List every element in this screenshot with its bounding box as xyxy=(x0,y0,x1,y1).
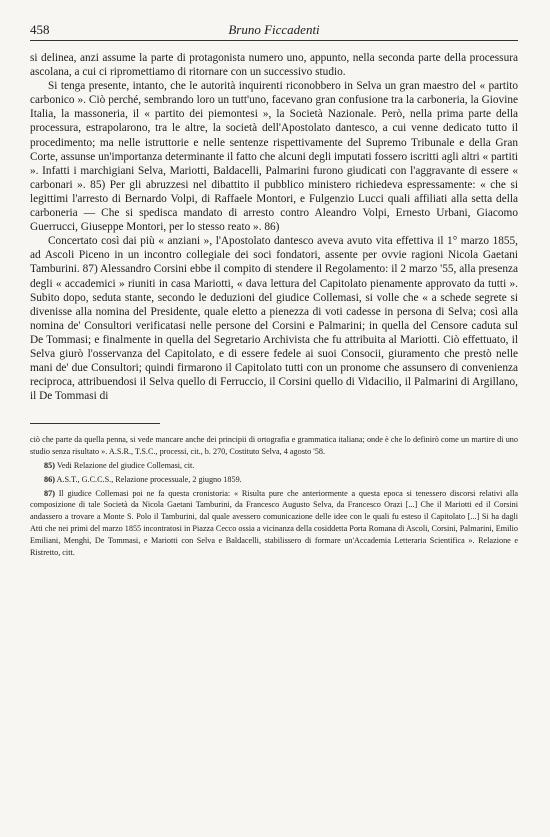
footnote-text: A.S.T., G.C.C.S., Relazione processuale, 2 giugno 1859. xyxy=(56,474,242,484)
footnote-text: Vedi Relazione del giudice Collemasi, cit. xyxy=(56,460,195,470)
footnote xyxy=(30,460,518,472)
page-number: 458 xyxy=(30,22,50,37)
footnotes xyxy=(30,434,518,558)
footnote-number: 86) xyxy=(44,474,55,484)
footnote-number: 87) xyxy=(44,488,55,498)
body-paragraph: si delinea, anzi assume la parte di protagonista numero uno, appunto, nella seconda parte della processura ascolana, a cui ci ripromettiamo di ritornare con un successivo studio. xyxy=(30,52,518,79)
footnote xyxy=(30,488,518,559)
page-header xyxy=(30,10,518,41)
footnote xyxy=(30,474,518,486)
body-paragraph: Concertato così dai più « anziani », l'Apostolato dantesco aveva avuto vita effettiva il 1° marzo 1855, ad Ascoli Piceno in un incontro collegiale dei soci fondatori, assente per ovvie ragioni Nicola Gaetani Tamburini. 87) Alessandro Corsini ebbe il compito di stendere il Regolamento: il 2 marzo '55, alla presenza degli « accademici » riuniti in casa Mariotti, « dava lettura del Capitolato pienamente approvato da tutti ». Subito dopo, seduta stante, secondo le deduzioni del giudice Collemasi, si volle che « a schede segrete si divenisse alla nomina del Presidente, quale eletto a pienezza di voti cadesse in persona di Selva; così alla nomina de' Consultori verificatasi nelle persone del Corsini e Palmarini; in quella del Censore caduta sul De Tommasi; e finalmente in quella del Segretario Archivista che fu attribuita al Mariotti. Ciò effettuato, il Selva giurò l'osservanza del Capitolato, e di essere fedele ai suoi Consocii, giuramento che prestò nelle mani de' due Consultori; quindi firmarono il Capitolato tutti con un pronome che assunsero di convenienza reciproca, attribuendosi il Selva quello di Ferruccio, il Corsini quello di Vidacilio, il Palmarini di Argillano, il De Tommasi di xyxy=(30,235,518,403)
body-paragraph: Si tenga presente, intanto, che le autorità inquirenti riconobbero in Selva un gran maestro del « partito carbonico ». Ciò perché, sembrando loro un tutt'uno, facevano gran confusione tra la carboneria, la Giovine Italia, la massoneria, il « partito dei piemontesi », la Società Nazionale. Però, nella prima parte della processura, estrapolarono, tra le altre, la società dell'Apostolato dantesco, a cui venne dedicato tutto il procedimento; ma nelle istruttorie e nelle sentenze rispettivamente del Supremo Tribunale e della Gran Corte, assunse un'importanza determinante il fatto che alcuni degli imputati fossero iscritti agli altri « partiti ». Infatti i marchigiani Selva, Mariotti, Baldacelli, Palmarini furono giudicati con l'aggravante di essere « carbonari ». 85) Per gli abruzzesi nel dibattito il pubblico ministero richiedeva espressamente: « che si legittimi l'arresto di Bernardo Volpi, di Raffaele Montori, e Fulgenzio Lucci quali affiliati alla setta della carboneria — Che si spedisca mandato di arresto contro Aleandro Volpi, Ernesto Urbani, Giacomo Guerrucci, Giuseppe Montori, per lo stesso reato ». 86) xyxy=(30,80,518,234)
body-text xyxy=(30,51,518,403)
footnote-separator xyxy=(30,423,160,424)
running-head: Bruno Ficcadenti xyxy=(228,22,320,37)
footnote-number: 85) xyxy=(44,460,55,470)
footnote-text: Il giudice Collemasi poi ne fa questa cronistoria: « Risulta pure che anteriormente a questa epoca si tenessero discorsi relativi alla composizione di tale Società da Nicola Gaetani Tamburini, da Francesco Augusto Selva, da Francesco Orazi [...] Che il Mariotti ed il Corsini andassero a trovare a Monte S. Polo il Tamburini, dal quale avessero comunicazione delle idee con le quali fu esteso il Capitolato [...] Si ha dagli Atti che nei primi del marzo 1855 incontratosi in Piazza Cecco ossia a vicinanza della cosiddetta Porta Romana di Ascoli, Corsini, Palmarini, Emilio Emiliani, Menghi, De Tommasi, e Mariotti con Selva e Baldacelli, stabilissero di formare un'Accademia Letteraria Scientifica ». Relazione e Ristretto, citt. xyxy=(30,488,518,557)
book-page xyxy=(0,10,550,837)
footnote-continuation: ciò che parte da quella penna, si vede mancare anche dei principii di ortografia e grammatica italiana; onde è che lo definirò come un martire di uno studio senza risultato ». A.S.R., T.S.C., processi, cit., b. 270, Costituto Selva, 4 agosto '58. xyxy=(30,435,518,457)
